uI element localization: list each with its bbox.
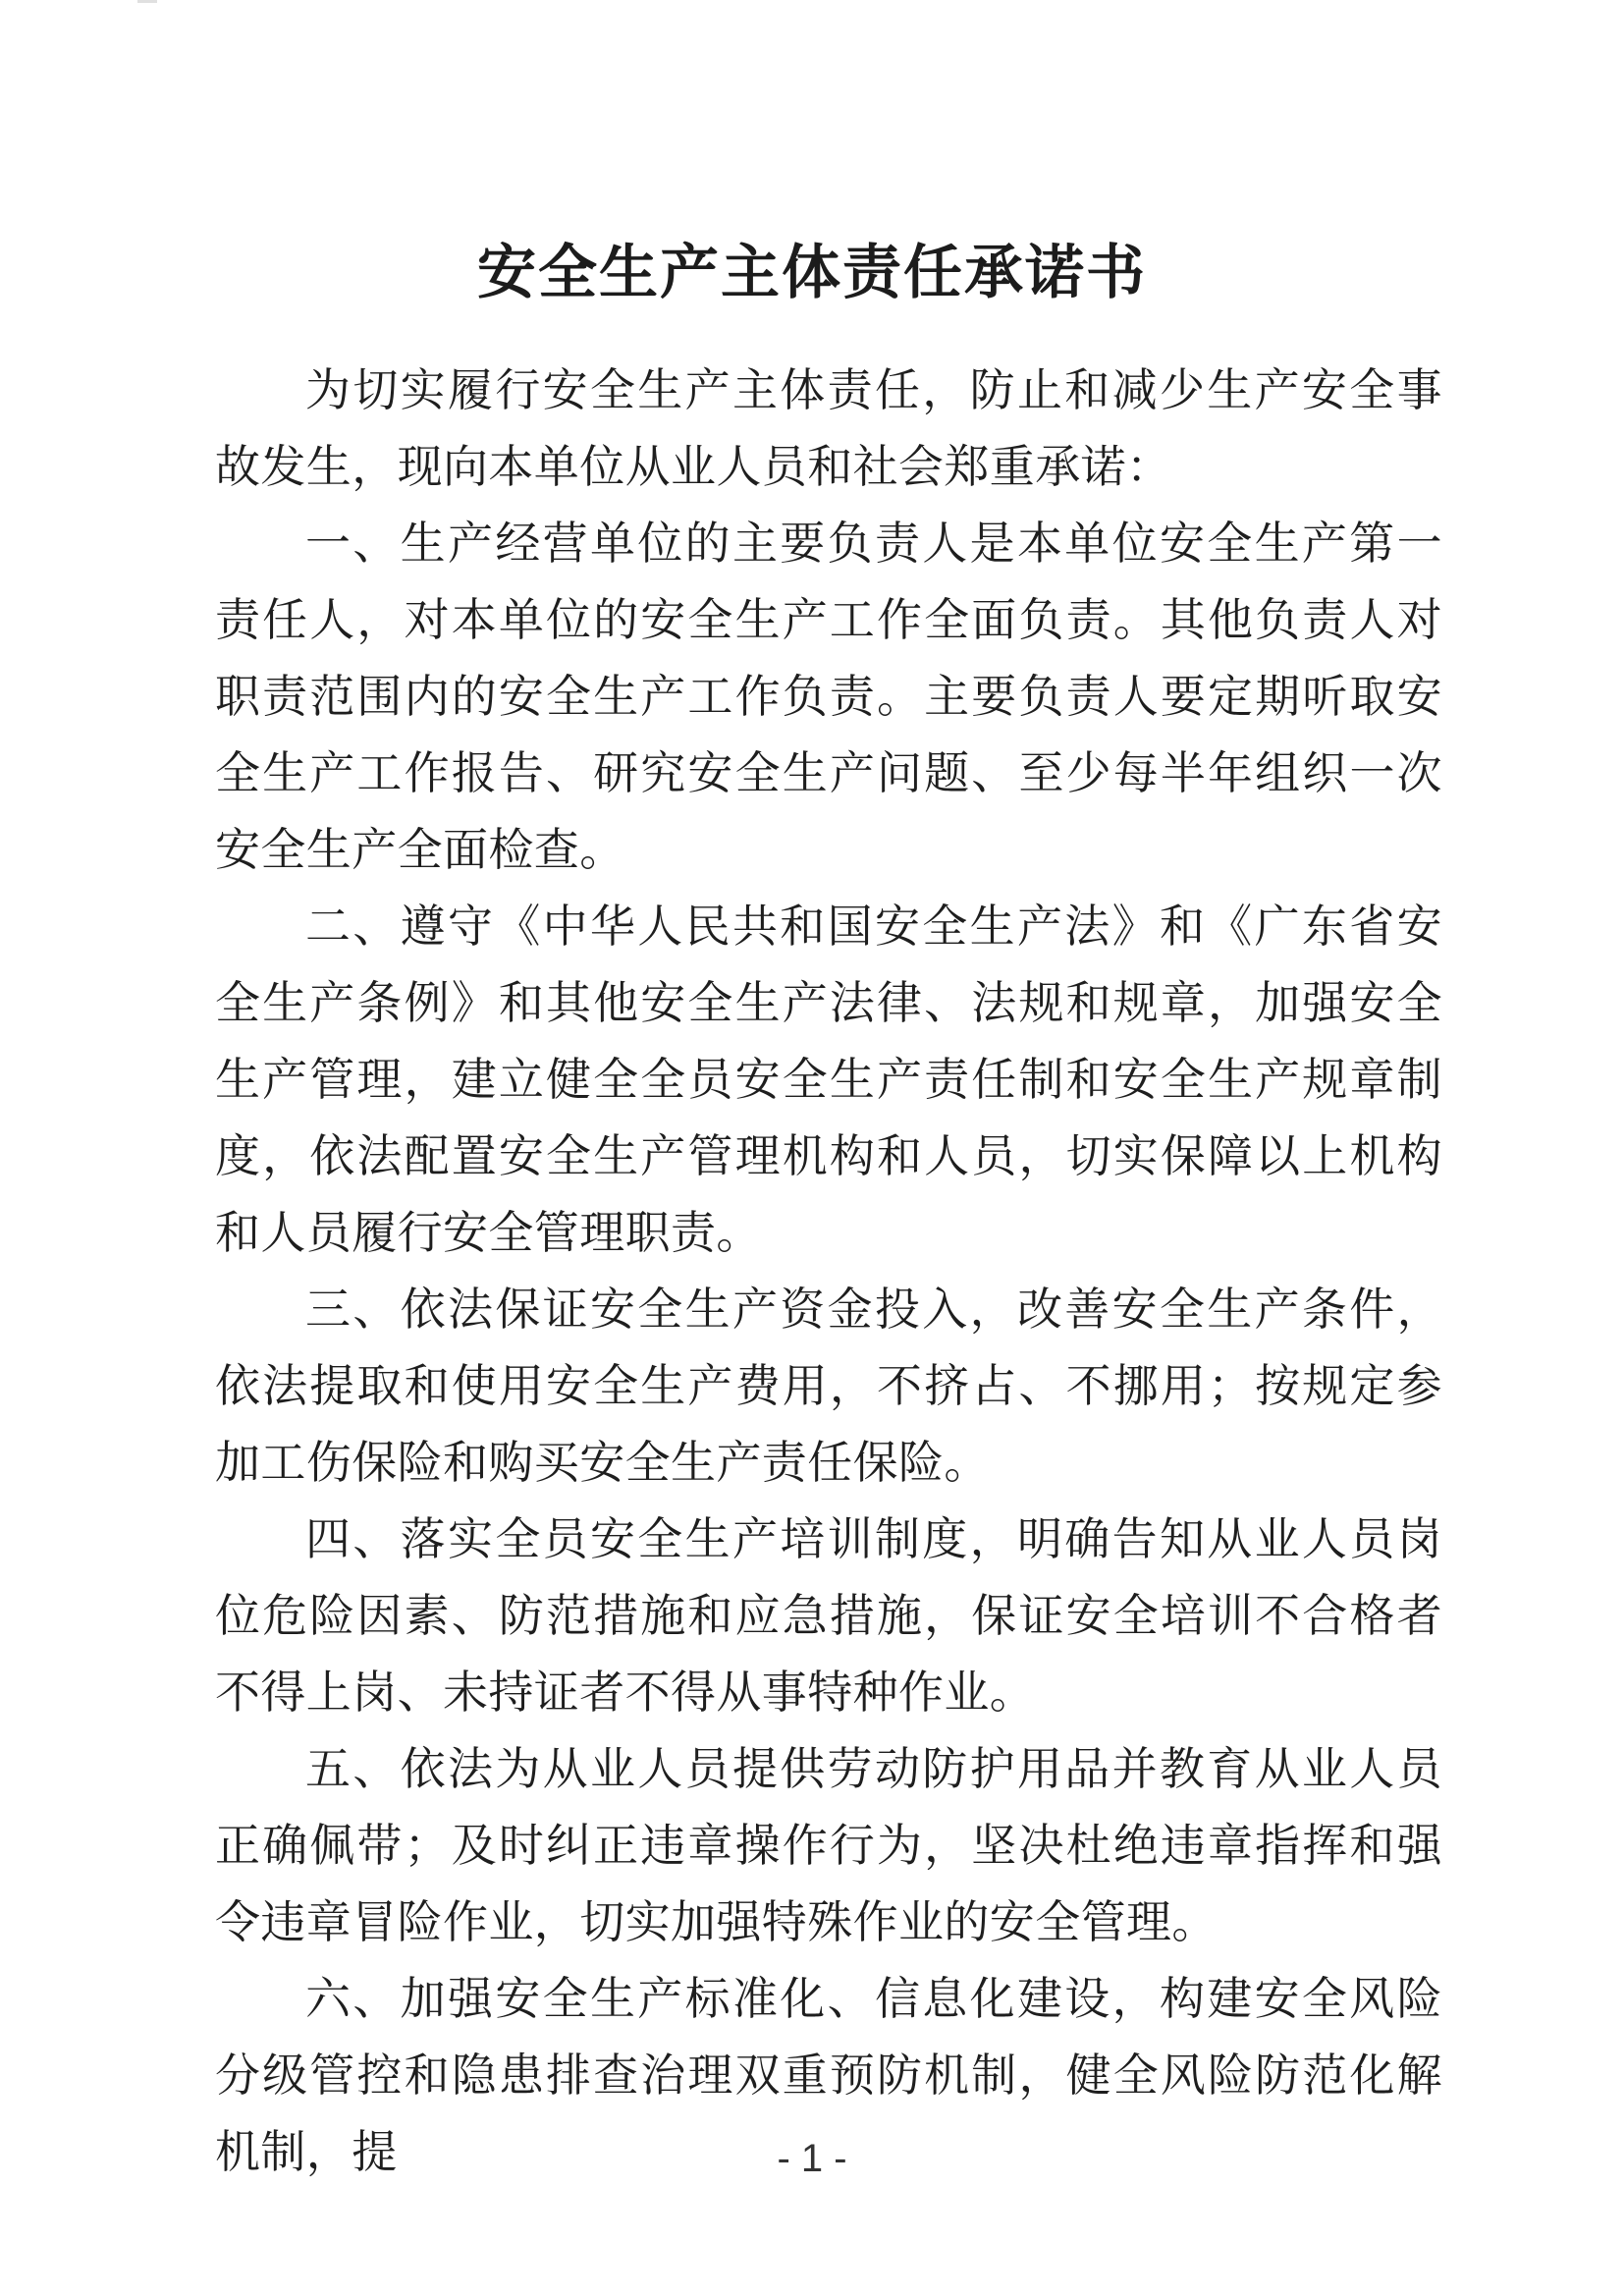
commitment-paragraph-4: 四、落实全员安全生产培训制度，明确告知从业人员岗位危险因素、防范措施和应急措施，保证安全培训不合格者不得上岗、未持证者不得从事特种作业。 — [215, 1512, 1442, 1719]
document-title: 安全生产主体责任承诺书 — [477, 239, 1147, 308]
intro-paragraph: 为切实履行安全生产主体责任，防止和减少生产安全事故发生，现向本单位从业人员和社会郑重承诺： — [215, 363, 1442, 493]
commitment-paragraph-6: 六、加强安全生产标准化、信息化建设，构建安全风险分级管控和隐患排查治理双重预防机制，健全风险防范化解机制，提 — [215, 1972, 1442, 2178]
commitment-paragraph-1: 一、生产经营单位的主要负责人是本单位安全生产第一责任人，对本单位的安全生产工作全面负责。其他负责人对职责范围内的安全生产工作负责。主要负责人要定期听取安全生产工作报告、研究安全生产问题、至少每半年组织一次安全生产全面检查。 — [215, 517, 1442, 876]
commitment-paragraph-5: 五、依法为从业人员提供劳动防护用品并教育从业人员正确佩带；及时纠正违章操作行为，坚决杜绝违章指挥和强令违章冒险作业，切实加强特殊作业的安全管理。 — [215, 1742, 1442, 1948]
commitment-paragraph-2: 二、遵守《中华人民共和国安全生产法》和《广东省安全生产条例》和其他安全生产法律、法规和规章，加强安全生产管理，建立健全全员安全生产责任制和安全生产规章制度，依法配置安全生产管理机构和人员，切实保障以上机构和人员履行安全管理职责。 — [215, 900, 1442, 1259]
page-number: - 1 - — [777, 2137, 847, 2180]
commitment-paragraph-3: 三、依法保证安全生产资金投入，改善安全生产条件，依法提取和使用安全生产费用，不挤占、不挪用；按规定参加工伤保险和购买安全生产责任保险。 — [215, 1283, 1442, 1489]
document-body — [215, 352, 1442, 2190]
scan-artifact — [137, 0, 157, 3]
